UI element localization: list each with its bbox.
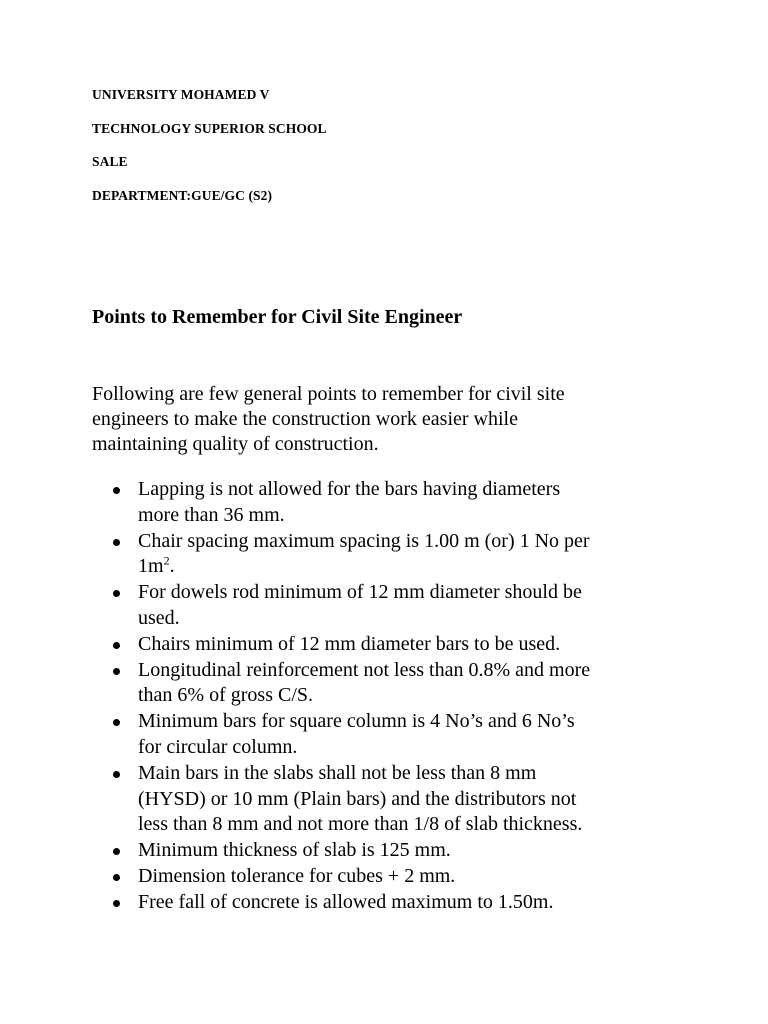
list-item-line (138, 554, 673, 580)
points-list (113, 477, 673, 916)
document-title: Points to Remember for Civil Site Engineer (92, 306, 463, 328)
list-item-line: more than 36 mm. (138, 503, 285, 526)
university-name: UNIVERSITY MOHAMED V (92, 87, 270, 102)
list-item (113, 580, 673, 632)
bullet-icon (113, 874, 120, 881)
list-item-line: for circular column. (138, 735, 298, 758)
intro-line: Following are few general points to remember for civil site (92, 383, 565, 405)
city-name: SALE (92, 154, 128, 169)
list-item (113, 658, 673, 710)
list-item (113, 761, 673, 838)
list-item-line: Chair spacing maximum spacing is 1.00 m (or) 1 No per (138, 529, 590, 552)
list-item-line: For dowels rod minimum of 12 mm diameter should be (138, 581, 582, 604)
list-item (113, 529, 673, 581)
school-name: TECHNOLOGY SUPERIOR SCHOOL (92, 121, 327, 136)
list-item-line: (HYSD) or 10 mm (Plain bars) and the distributors not (138, 787, 577, 810)
punctuation: . (169, 555, 175, 578)
intro-line: engineers to make the construction work easier while (92, 408, 518, 430)
superscript: 2 (163, 553, 170, 568)
list-item (113, 709, 673, 761)
bullet-icon (113, 900, 120, 907)
list-item-line: Longitudinal reinforcement not less than 0.8% and more (138, 658, 591, 681)
list-item-line: Chairs minimum of 12 mm diameter bars to be used. (138, 632, 561, 655)
unit-text: 1m (138, 555, 164, 578)
list-item-line: Dimension tolerance for cubes + 2 mm. (138, 864, 456, 887)
intro-paragraph (92, 382, 682, 457)
list-item (113, 890, 673, 916)
list-item-line: Main bars in the slabs shall not be less than 8 mm (138, 761, 537, 784)
list-item-line: Minimum bars for square column is 4 No’s and 6 No’s (138, 710, 575, 733)
bullet-icon (113, 642, 120, 649)
list-item-line: Lapping is not allowed for the bars having diameters (138, 478, 561, 500)
list-item-line: used. (138, 606, 180, 629)
list-item (113, 632, 673, 658)
list-item-line: Free fall of concrete is allowed maximum to 1.50m. (138, 890, 554, 913)
department-name: DEPARTMENT:GUE/GC (S2) (92, 188, 273, 203)
bullet-icon (113, 590, 120, 597)
bullet-icon (113, 539, 120, 546)
list-item (113, 864, 673, 890)
bullet-icon (113, 668, 120, 675)
bullet-icon (113, 719, 120, 726)
list-item-line: than 6% of gross C/S. (138, 684, 313, 707)
intro-line: maintaining quality of construction. (92, 433, 379, 455)
bullet-icon (113, 848, 120, 855)
list-item (113, 838, 673, 864)
list-item-line: Minimum thickness of slab is 125 mm. (138, 839, 451, 862)
list-item (113, 477, 673, 529)
list-item-line: less than 8 mm and not more than 1/8 of slab thickness. (138, 813, 583, 836)
bullet-icon (113, 771, 120, 778)
bullet-icon (113, 487, 120, 494)
